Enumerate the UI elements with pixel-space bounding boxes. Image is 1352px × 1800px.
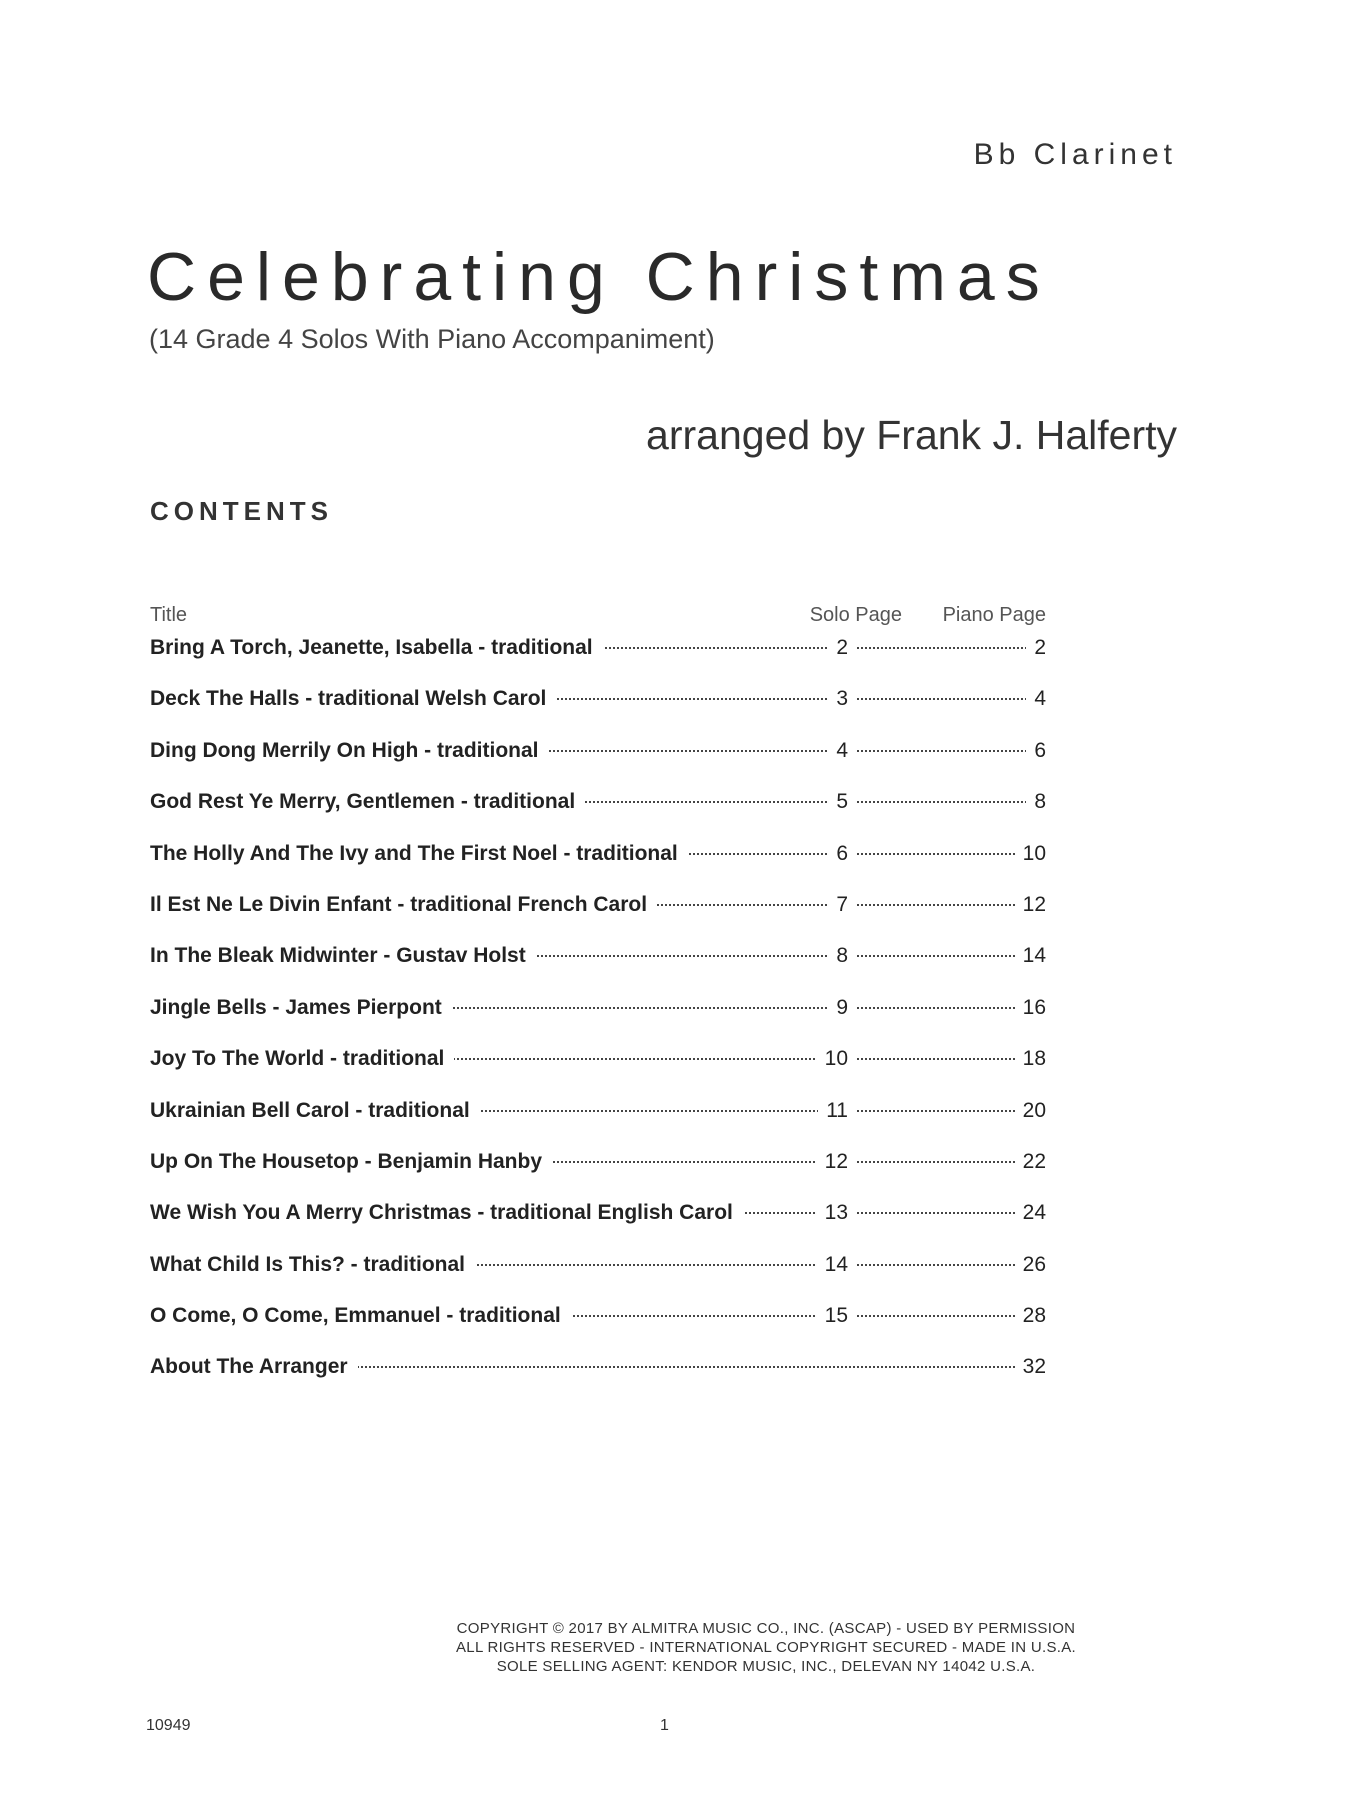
toc-row-title: Bring A Torch, Jeanette, Isabella - traditional [150, 634, 603, 662]
arranger-credit: arranged by Frank J. Halferty [646, 412, 1177, 458]
toc-row [150, 1097, 1046, 1148]
toc-row-piano-page: 14 [1015, 942, 1046, 970]
catalog-number: 10949 [146, 1717, 191, 1734]
toc-row-piano-page: 8 [1026, 788, 1046, 816]
toc-row-title: What Child Is This? - traditional [150, 1251, 475, 1279]
toc-row [150, 942, 1046, 993]
toc-row-piano-page: 18 [1015, 1045, 1046, 1073]
toc-row [150, 1251, 1046, 1302]
toc-row-piano-page: 4 [1026, 685, 1046, 713]
page-number: 1 [660, 1717, 669, 1734]
toc-row-piano-page: 6 [1026, 737, 1046, 765]
copyright-notice [0, 1619, 1352, 1676]
toc-row-solo-page: 6 [828, 840, 856, 868]
toc-row-title: Ding Dong Merrily On High - traditional [150, 737, 549, 765]
toc-row [150, 1353, 1046, 1404]
toc-column-headers [150, 604, 1046, 634]
column-header-title: Title [150, 604, 188, 626]
toc-row-title: God Rest Ye Merry, Gentlemen - traditional [150, 788, 585, 816]
toc-row [150, 994, 1046, 1045]
copyright-line: COPYRIGHT © 2017 BY ALMITRA MUSIC CO., INC. (ASCAP) - USED BY PERMISSION [456, 1620, 1076, 1637]
toc-row-solo-page: 4 [828, 737, 856, 765]
toc-rows [150, 634, 1046, 1405]
toc-row-solo-page: 7 [828, 891, 856, 919]
toc-row-title: O Come, O Come, Emmanuel - traditional [150, 1302, 571, 1330]
toc-row-piano-page: 32 [1015, 1353, 1046, 1381]
toc-row-solo-page: 9 [828, 994, 856, 1022]
toc-row [150, 1148, 1046, 1199]
toc-row-solo-page: 13 [817, 1199, 856, 1227]
copyright-line: SOLE SELLING AGENT: KENDOR MUSIC, INC., DELEVAN NY 14042 U.S.A. [496, 1658, 1036, 1675]
toc-row-piano-page: 2 [1026, 634, 1046, 662]
toc-row-title: Ukrainian Bell Carol - traditional [150, 1097, 480, 1125]
toc-row-solo-page: 5 [828, 788, 856, 816]
column-header-piano-page: Piano Page [942, 604, 1046, 626]
toc-row-title: Il Est Ne Le Divin Enfant - traditional French Carol [150, 891, 657, 919]
toc-row-solo-page: 15 [817, 1302, 856, 1330]
page-title: Celebrating Christmas [147, 239, 1051, 315]
toc-row-piano-page: 24 [1015, 1199, 1046, 1227]
toc-row-piano-page: 12 [1015, 891, 1046, 919]
toc-row-piano-page: 26 [1015, 1251, 1046, 1279]
toc-row-title: The Holly And The Ivy and The First Noel - traditional [150, 840, 688, 868]
toc-row-piano-page: 20 [1015, 1097, 1046, 1125]
copyright-line: ALL RIGHTS RESERVED - INTERNATIONAL COPYRIGHT SECURED - MADE IN U.S.A. [456, 1639, 1076, 1656]
toc-row-title: Jingle Bells - James Pierpont [150, 994, 452, 1022]
toc-row-title: We Wish You A Merry Christmas - traditional English Carol [150, 1199, 743, 1227]
toc-row [150, 891, 1046, 942]
toc-row-piano-page: 10 [1015, 840, 1046, 868]
toc-row [150, 634, 1046, 685]
toc-row [150, 840, 1046, 891]
toc-row [150, 1199, 1046, 1250]
column-header-solo-page: Solo Page [809, 604, 902, 626]
toc-row-solo-page: 14 [817, 1251, 856, 1279]
toc-row-title: In The Bleak Midwinter - Gustav Holst [150, 942, 536, 970]
toc-row [150, 788, 1046, 839]
toc-row-solo-page: 10 [817, 1045, 856, 1073]
toc-row-piano-page: 28 [1015, 1302, 1046, 1330]
toc-row-title: About The Arranger [150, 1353, 358, 1381]
toc-row [150, 1302, 1046, 1353]
toc-row-piano-page: 22 [1015, 1148, 1046, 1176]
toc-row-title: Deck The Halls - traditional Welsh Carol [150, 685, 556, 713]
toc-row-solo-page: 12 [817, 1148, 856, 1176]
instrument-label: Bb Clarinet [973, 138, 1177, 171]
toc-row-solo-page: 2 [828, 634, 856, 662]
page-subtitle: (14 Grade 4 Solos With Piano Accompaniment) [149, 324, 715, 354]
contents-heading: CONTENTS [150, 496, 333, 526]
toc-row-solo-page: 3 [828, 685, 856, 713]
toc-row [150, 1045, 1046, 1096]
table-of-contents [150, 604, 1046, 1405]
toc-row [150, 685, 1046, 736]
toc-row [150, 737, 1046, 788]
toc-row-solo-page: 11 [818, 1097, 856, 1125]
toc-row-title: Up On The Housetop - Benjamin Hanby [150, 1148, 552, 1176]
toc-row-title: Joy To The World - traditional [150, 1045, 454, 1073]
toc-row-solo-page: 8 [828, 942, 856, 970]
toc-row-piano-page: 16 [1015, 994, 1046, 1022]
